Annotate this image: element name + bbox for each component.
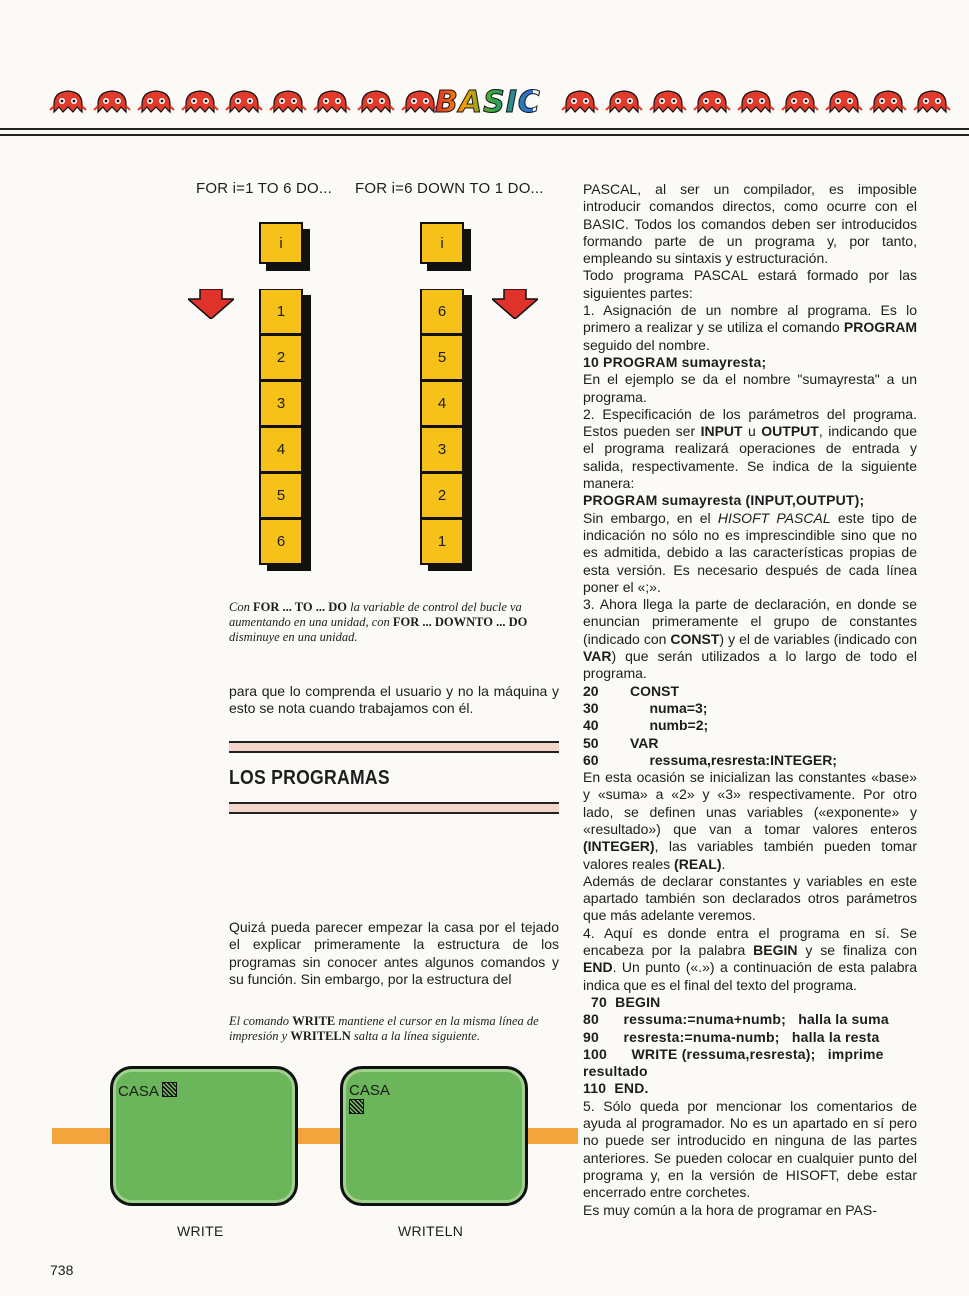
orange-band-right	[526, 1128, 578, 1144]
counter-cell: 4	[259, 427, 303, 473]
invader-icon	[912, 88, 952, 119]
intro-paragraph: Quizá pueda parecer empezar la casa por el tejado el explicar primeramente la estructura de los programas sin conocer antes algunos comandos y su función. Sin embargo, por la estructura del	[229, 919, 559, 987]
code-line: 110 END.	[583, 1080, 649, 1097]
invader-icon	[736, 88, 776, 119]
paragraph: 4. Aquí es donde entra el programa en sí. Se encabeza por la palabra BEGIN y se finaliza con END. Un punto («.») a continuación de esta palabra indica que es el final del texto del programa.	[583, 924, 918, 993]
header-rule-top	[0, 128, 969, 130]
invader-icon	[648, 88, 688, 119]
invader-icon	[780, 88, 820, 119]
invader-icon	[824, 88, 864, 119]
counter-cell: 1	[420, 519, 464, 565]
invader-icon	[180, 88, 220, 119]
code-line: 80 ressuma:=numa+numb; halla la suma	[583, 1011, 889, 1028]
screen-write-text: CASA	[118, 1082, 177, 1100]
paragraph: Es muy común a la hora de programar en PAS-	[583, 1201, 877, 1218]
code-line: 20 CONST	[583, 682, 679, 699]
screen-writeln-text: CASA	[349, 1082, 390, 1117]
invader-row-left	[48, 88, 440, 119]
section-title: LOS PROGRAMAS	[229, 767, 390, 789]
invader-row-right	[560, 88, 952, 119]
loop-caption-left: FOR i=1 TO 6 DO...	[196, 180, 332, 197]
loop-diagram-caption: Con FOR ... TO ... DO la variable de control del bucle va aumentando en una unidad, con FOR ... DOWNTO ... DO disminuye en una unidad.	[229, 600, 528, 644]
invader-icon	[560, 88, 600, 119]
paragraph: 3. Ahora llega la parte de declaración, en donde se enuncian primeramente el grupo de constantes (indicado con CONST) y el de variables (indicado con VAR) que serán utilizados a lo largo de todo el programa.	[583, 596, 917, 682]
counter-cell: 1	[259, 289, 303, 335]
invader-icon	[268, 88, 308, 119]
invader-icon	[92, 88, 132, 119]
paragraph: Además de declarar constantes y variables en este apartado también son declarados otros parámetros que más adelante veremos.	[583, 872, 917, 924]
counter-cell: 2	[259, 335, 303, 381]
invader-icon	[224, 88, 264, 119]
paragraph: 2. Especificación de los parámetros del programa. Estos pueden ser INPUT u OUTPUT, indicando que el programa realizará operaciones de entrada y salida, respectivamente. Se indica de la siguiente manera:	[583, 405, 917, 492]
code-line: 50 VAR	[583, 734, 659, 751]
code-line: 90 resresta:=numa-numb; halla la resta	[583, 1028, 880, 1045]
counter-column-ascending	[259, 289, 303, 565]
write-caption: El comando WRITE mantiene el cursor en la misma línea de impresión y WRITELN salta a la línea siguiente.	[229, 1014, 539, 1043]
invader-icon	[48, 88, 88, 119]
invader-icon	[604, 88, 644, 119]
cursor-icon	[349, 1099, 364, 1114]
screen-label-writeln: WRITELN	[398, 1223, 464, 1239]
orange-band-left	[52, 1128, 112, 1144]
header-rule-bottom	[0, 134, 969, 136]
paragraph: 1. Asignación de un nombre al programa. Es lo primero a realizar y se utiliza el comando PROGRAM seguido del nombre.	[583, 302, 917, 353]
page-number: 738	[50, 1262, 74, 1278]
basic-logo: BASIC	[435, 85, 541, 120]
orange-band-middle	[296, 1128, 344, 1144]
code-line: 70 BEGIN	[591, 993, 661, 1010]
paragraph: En esta ocasión se inicializan las constantes «base» y «suma» a «2» y «3» respectivamente. Por otro lado, se definen unas variables («exponente» y «resultado») que van a tomar valores enteros (INTEGER), las variables también pueden tomar valores reales (REAL).	[583, 769, 917, 872]
right-column	[583, 181, 917, 1219]
down-arrow-icon-right	[492, 289, 538, 319]
invader-icon	[356, 88, 396, 119]
invader-icon	[868, 88, 908, 119]
counter-cell: 4	[420, 381, 464, 427]
invader-icon	[692, 88, 732, 119]
paragraph: En el ejemplo se da el nombre "sumayresta" a un programa.	[583, 371, 917, 405]
code-line: 100 WRITE (ressuma,resresta); imprime resultado	[583, 1045, 888, 1080]
paragraph: 5. Sólo queda por mencionar los comentarios de ayuda al programador. No es un apartado en sí pero no puede ser introducido en ninguna de las partes anteriores. Se pueden colocar en cualquier punto del programa y, en la versión de HISOFT, debe estar encerrado entre corchetes.	[583, 1097, 917, 1201]
screen-label-write: WRITE	[177, 1223, 224, 1239]
variable-cell-left: i	[259, 222, 303, 264]
paragraph: PASCAL, al ser un compilador, es imposible introducir comandos directos, como ocurre con el BASIC. Todos los comandos deben ser introducidos formando parte de un programa y, por tanto, empleando su sintaxis y estructuración.	[583, 181, 917, 267]
down-arrow-icon-left	[188, 289, 234, 319]
invader-icon	[400, 88, 440, 119]
counter-cell: 6	[420, 289, 464, 335]
paragraph: Todo programa PASCAL estará formado por las siguientes partes:	[583, 267, 917, 301]
counter-cell: 5	[420, 335, 464, 381]
code-line: 60 ressuma,resresta:INTEGER;	[583, 751, 837, 768]
variable-cell-right: i	[420, 222, 464, 264]
section-rule-bottom	[229, 802, 559, 814]
counter-column-descending	[420, 289, 464, 565]
counter-cell: 6	[259, 519, 303, 565]
counter-cell: 2	[420, 473, 464, 519]
counter-cell: 3	[259, 381, 303, 427]
code-line: 40 numb=2;	[583, 717, 709, 734]
code-line: PROGRAM sumayresta (INPUT,OUTPUT);	[583, 492, 865, 509]
counter-cell: 3	[420, 427, 464, 473]
invader-icon	[136, 88, 176, 119]
counter-cell: 5	[259, 473, 303, 519]
cursor-icon	[162, 1082, 177, 1097]
code-line: 30 numa=3;	[583, 699, 708, 716]
loop-caption-right: FOR i=6 DOWN TO 1 DO...	[355, 180, 544, 197]
continuation-paragraph: para que lo comprenda el usuario y no la máquina y esto se nota cuando trabajamos con él.	[229, 683, 559, 717]
section-rule-top	[229, 741, 559, 753]
paragraph: Sin embargo, en el HISOFT PASCAL este tipo de indicación no sólo no es imprescindible sino que no es admitida, debido a las características propias de esta versión. Es necesario después de cada línea poner el «;».	[583, 509, 917, 595]
code-line: 10 PROGRAM sumayresta;	[583, 353, 767, 370]
invader-icon	[312, 88, 352, 119]
